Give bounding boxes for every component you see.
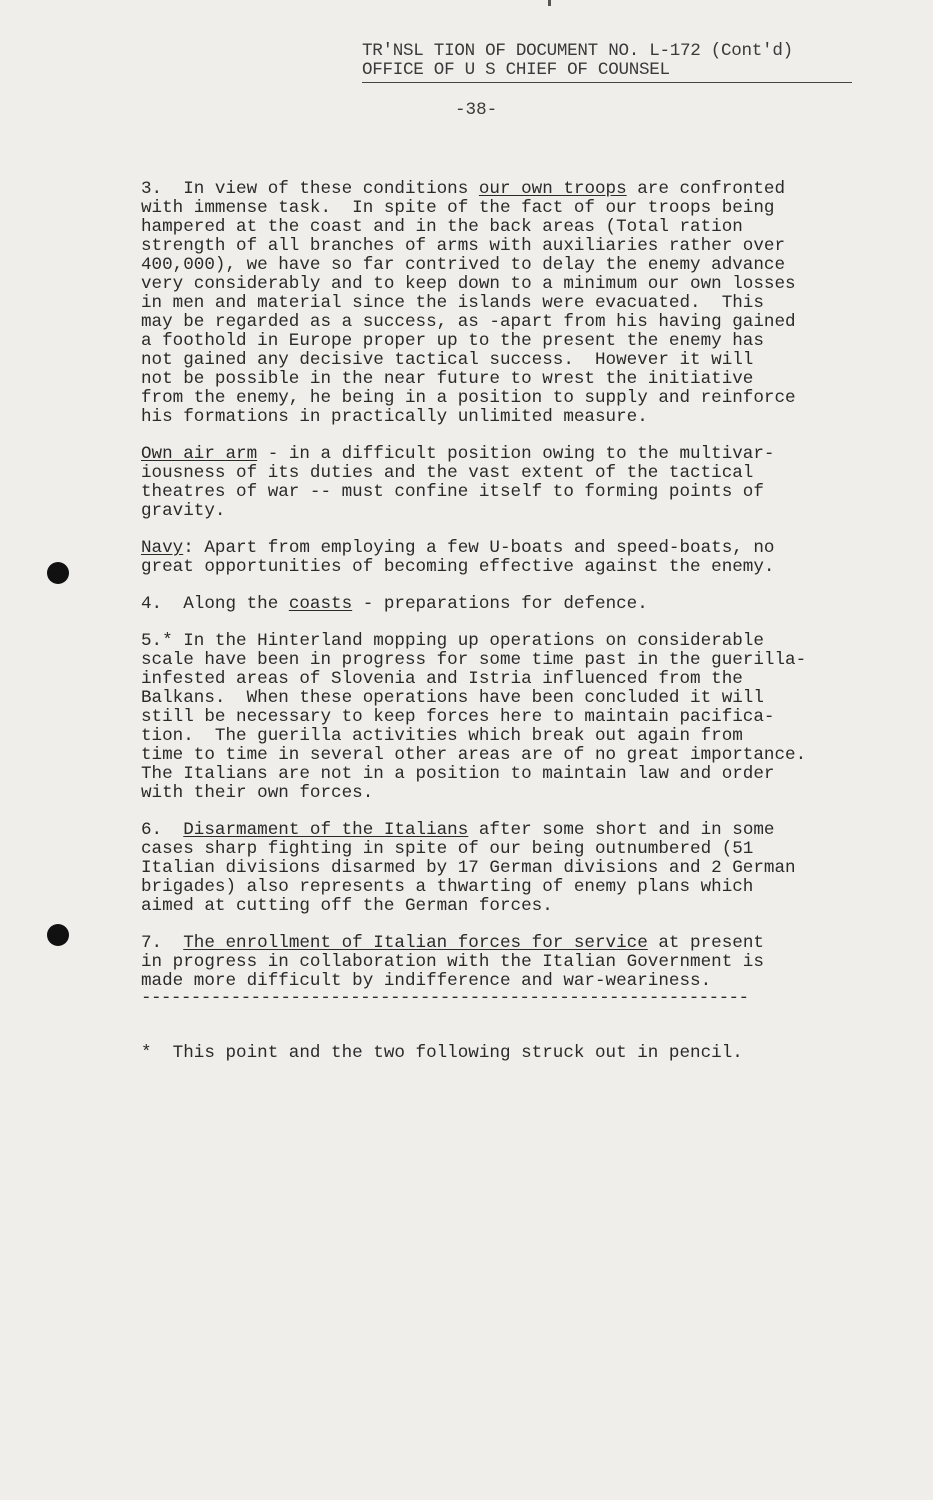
paragraph-air-arm	[141, 445, 866, 521]
text-line: with immense task. In spite of the fact of our troops being	[141, 198, 775, 218]
text-line: scale have been in progress for some time past in the guerilla-	[141, 650, 807, 670]
text-line: from the enemy, he being in a position to supply and reinforce	[141, 388, 796, 408]
text-line: Balkans. When these operations have been concluded it will	[141, 688, 764, 708]
text-line: iousness of its duties and the vast extent of the tactical	[141, 463, 754, 483]
text-line: very considerably and to keep down to a minimum our own losses	[141, 274, 796, 294]
text-line: tion. The guerilla activities which break out again from	[141, 726, 743, 746]
text-line: 4. Along the coasts - preparations for defence.	[141, 594, 648, 614]
text-line: 7. The enrollment of Italian forces for service at present	[141, 933, 764, 953]
text-line: not be possible in the near future to wrest the initiative	[141, 369, 754, 389]
text-line: his formations in practically unlimited measure.	[141, 407, 648, 427]
header-title: TR'NSL TION OF DOCUMENT NO. L-172 (Cont'd)	[362, 41, 793, 61]
text-line: 400,000), we have so far contrived to delay the enemy advance	[141, 255, 786, 275]
paragraph-5	[141, 632, 866, 803]
text-line: 6. Disarmament of the Italians after some short and in some	[141, 820, 775, 840]
text-line: The Italians are not in a position to maintain law and order	[141, 764, 775, 784]
paragraph-7	[141, 934, 866, 1008]
text-line: may be regarded as a success, as -apart from his having gained	[141, 312, 796, 332]
text-line: not gained any decisive tactical success. However it will	[141, 350, 754, 370]
paragraph-3	[141, 180, 866, 427]
paragraph-6	[141, 821, 866, 916]
punch-hole	[47, 924, 69, 946]
text-line: in men and material since the islands were evacuated. This	[141, 293, 764, 313]
document-header	[362, 42, 852, 83]
text-line: Own air arm - in a difficult position owing to the multivar-	[141, 444, 775, 464]
text-line: Navy: Apart from employing a few U-boats and speed-boats, no	[141, 538, 775, 558]
text-line: with their own forces.	[141, 783, 374, 803]
text-line: aimed at cutting off the German forces.	[141, 896, 553, 916]
header-rule	[362, 82, 852, 83]
dashed-separator: -------------------------------------------------------------	[141, 989, 749, 1008]
punch-hole	[47, 562, 69, 584]
text-line: 3. In view of these conditions our own troops are confronted	[141, 179, 786, 199]
text-line: strength of all branches of arms with auxiliaries rather over	[141, 236, 786, 256]
text-line: infested areas of Slovenia and Istria influenced from the	[141, 669, 743, 689]
text-line: brigades) also represents a thwarting of enemy plans which	[141, 877, 754, 897]
document-body	[141, 180, 866, 1008]
text-line: a foothold in Europe proper up to the present the enemy has	[141, 331, 764, 351]
header-office: OFFICE OF U S CHIEF OF COUNSEL	[362, 60, 670, 80]
text-line: still be necessary to keep forces here to maintain pacifica-	[141, 707, 775, 727]
text-line: great opportunities of becoming effective against the enemy.	[141, 557, 775, 577]
paragraph-4	[141, 595, 866, 614]
text-line: made more difficult by indifference and war-weariness.	[141, 971, 712, 991]
footnote: * This point and the two following struck out in pencil.	[141, 1043, 743, 1063]
top-edge-mark	[548, 0, 551, 6]
text-line: time to time in several other areas are of no great importance.	[141, 745, 807, 765]
text-line: in progress in collaboration with the Italian Government is	[141, 952, 764, 972]
paragraph-navy	[141, 539, 866, 577]
text-line: gravity.	[141, 501, 226, 521]
text-line: theatres of war -- must confine itself to forming points of	[141, 482, 764, 502]
text-line: cases sharp fighting in spite of our being outnumbered (51	[141, 839, 754, 859]
text-line: 5.* In the Hinterland mopping up operations on considerable	[141, 631, 764, 651]
text-line: hampered at the coast and in the back areas (Total ration	[141, 217, 743, 237]
page-number: -38-	[455, 100, 498, 120]
text-line: Italian divisions disarmed by 17 German divisions and 2 German	[141, 858, 796, 878]
